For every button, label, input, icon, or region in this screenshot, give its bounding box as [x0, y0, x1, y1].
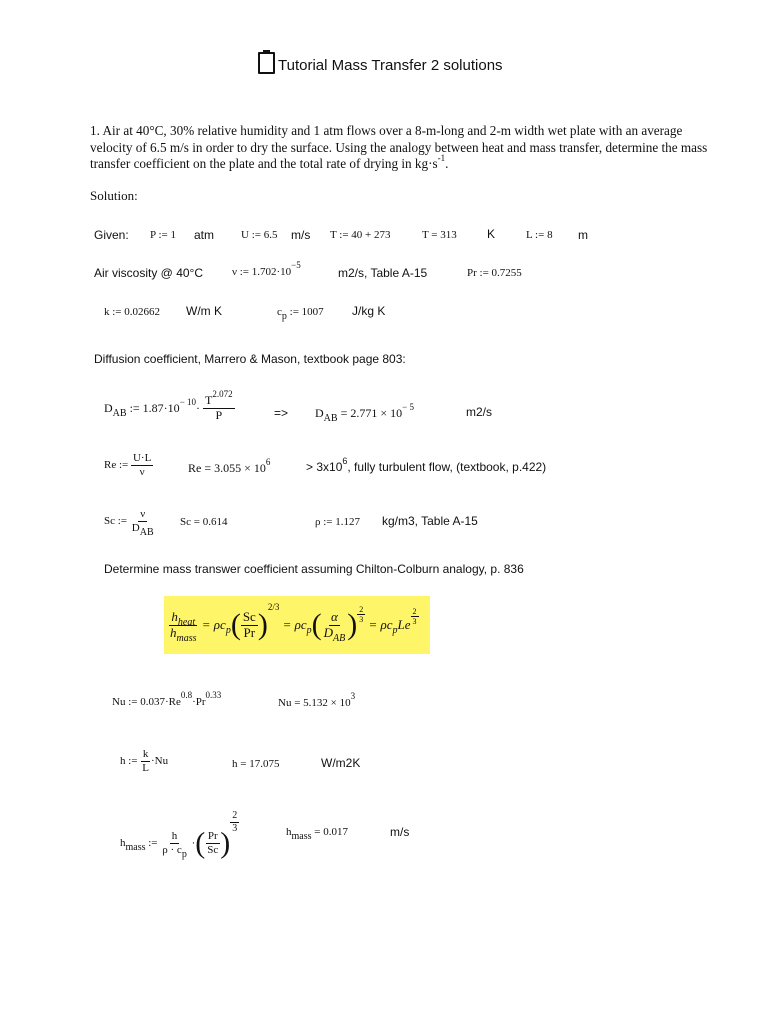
- density-unit: kg/m3, Table A-15: [382, 514, 478, 528]
- mass-coefficient-fraction: $\frac{h}{\rho \cdot c_p}$: [162, 830, 187, 860]
- clipboard-icon: [258, 52, 275, 74]
- length-def: L := 8: [526, 229, 553, 241]
- problem-statement: 1. Air at 40°C, 30% relative humidity and 1 atm flows over a 8-m-long and 2-m width wet plate with an average velocity of 6.5 m/s in order to dry the surface. Using the analogy between heat and mass transfer, determine the mass transfer coefficient on the plate and the total rate of drying in $kg\cdot s^{-1}$.: [90, 123, 708, 171]
- given-label: Given:: [94, 228, 129, 242]
- schmidt-result: Sc = 0.614: [180, 516, 228, 528]
- velocity-def: U := 6.5: [241, 229, 278, 241]
- temperature-def: T := 40 + 273: [330, 229, 391, 241]
- reynolds-equation: Re := $\frac{U\cdot L}{\nu}$: [104, 452, 152, 478]
- viscosity-unit: m2/s, Table A-15: [338, 266, 428, 280]
- diffusion-unit: m2/s: [466, 405, 493, 419]
- heat-coefficient-unit: W/m2K: [321, 756, 361, 770]
- length-unit: m: [578, 228, 588, 242]
- schmidt-fraction: $\frac{\nu}{D_{AB}}$: [131, 508, 154, 538]
- reynolds-fraction: $\frac{U\cdot L}{\nu}$: [132, 452, 152, 478]
- diffusion-label: Diffusion coefficient, Marrero & Mason, textbook page 803:: [94, 352, 406, 366]
- density-def: ρ := 1.127: [315, 516, 360, 528]
- diffusion-equation: $D_{AB}$ := $1.87\cdot 10^{- 10}\cdot$ $\frac{T^{2.072}}{P}$: [104, 389, 233, 422]
- specific-heat-def: $c_p$ := 1007: [277, 306, 324, 322]
- mass-coefficient-result: $h_{mass} = 0.017$: [286, 826, 348, 842]
- solution-label: Solution:: [90, 188, 138, 203]
- heat-coefficient-equation: h := $\frac{k}{L}$ ·Nu: [120, 748, 169, 774]
- temperature-unit: K: [487, 227, 496, 241]
- pressure-unit: atm: [194, 228, 215, 242]
- page-title: Tutorial Mass Transfer 2 solutions: [258, 52, 503, 74]
- h-ratio-fraction: $\frac{h_{heat}}{h_{mass}}$: [170, 608, 197, 644]
- heat-coefficient-fraction: $\frac{k}{L}$: [142, 748, 149, 774]
- prandtl-def: Pr := 0.7255: [467, 267, 522, 279]
- viscosity-label: Air viscosity @ 40°C: [94, 266, 204, 280]
- chilton-colburn-equation: $\frac{h_{heat}}{h_{mass}}$ = $\rho c_p$( $\frac{Sc}{Pr}$ )$^{2/3} = \rho c_p$( $\frac{\alpha}{D_{AB}}$ ) $\frac{2}{3}$ = $\rho c_pLe$ $\frac{2}{3}$: [164, 596, 430, 654]
- arrow-symbol: =>: [274, 406, 289, 420]
- turbulent-note: > $3x10^6$, fully turbulent flow, (textbook, p.422): [306, 456, 547, 474]
- mass-coefficient-equation: $h_{mass}$ := $\frac{h}{\rho \cdot c_p}$ ·( $\frac{Pr}{Sc}$ ) $\frac{2}{3}$: [120, 810, 238, 860]
- conductivity-unit: W/m K: [186, 304, 222, 318]
- velocity-unit: m/s: [291, 228, 311, 242]
- temperature-result: T = 313: [422, 229, 457, 241]
- heat-coefficient-result: h = 17.075: [232, 758, 280, 770]
- schmidt-equation: Sc := $\frac{\nu}{D_{AB}}$: [104, 508, 154, 538]
- conductivity-def: k := 0.02662: [104, 306, 161, 318]
- nusselt-result: $Nu = 5.132 \times 10^3$: [278, 691, 356, 709]
- nusselt-def: Nu := $0.037\cdot Re^{0.8}\cdot Pr^{0.33}$: [112, 690, 222, 708]
- specific-heat-unit: J/kg K: [352, 304, 386, 318]
- mass-coefficient-unit: m/s: [390, 825, 410, 839]
- viscosity-def: ν := $1.702\cdot 10^{-5}$: [232, 260, 301, 278]
- pressure-def: P := 1: [150, 229, 176, 241]
- analogy-label: Determine mass transwer coefficient assuming Chilton-Colburn analogy, p. 836: [104, 562, 524, 576]
- diffusion-fraction: $\frac{T^{2.072}}{P}$: [205, 389, 233, 422]
- diffusion-result: $D_{AB} = 2.771 \times 10^{- 5}$: [315, 402, 414, 424]
- reynolds-result: $Re = 3.055 \times 10^6$: [188, 457, 271, 475]
